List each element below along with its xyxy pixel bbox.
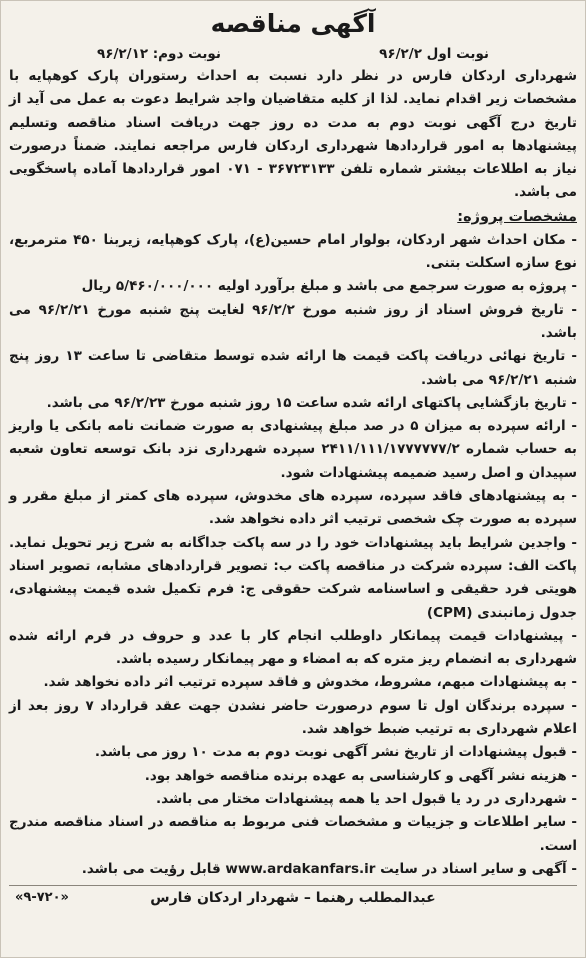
spec-item: - به پیشنهادهای فاقد سپرده، سپرده های مخدوش، سپرده های کمتر از مبلغ مقرر و سپرده به صورت چک شخصی ترتیب اثر داده نخواهد شد. [9,488,577,528]
specs-title: مشخصات پروژه: [457,208,577,225]
notice-code: «۹-۷۲۰» [15,890,69,906]
publication-rounds [9,43,577,65]
spec-item: - تاریخ فروش اسناد از روز شنبه مورخ ۹۶/۲/۲ لغایت پنج شنبه مورخ ۹۶/۲/۲۱ می باشد. [9,301,577,341]
spec-item: - ارائه سپرده به میزان ۵ در صد مبلغ پیشنهادی به صورت ضمانت نامه بانکی یا واریز به حساب شماره ۲۴۱۱/۱۱۱/۱۷۷۷۷۷۷/۲ سپرده شهرداری نزد بانک توسعه تعاون شعبه سپیدان و اصل رسید ضمیمه پیشنهادات شود. [9,418,577,481]
spec-item: - آگهی و سایر اسناد در سایت www.ardakanfars.ir قابل رؤیت می باشد. [81,860,577,877]
spec-item: - پیشنهادات قیمت پیمانکار داوطلب انجام کار با عدد و حروف در فرم ارائه شده شهرداری به انضمام ریز متره که به امضاء و مهر پیمانکار رسیده باشد. [9,627,577,668]
second-round: نوبت دوم: ۹۶/۲/۱۲ [97,46,221,62]
specs-list [9,229,577,881]
spec-item: - قبول پیشنهادات از تاریخ نشر آگهی نوبت دوم به مدت ۱۰ روز می باشد. [94,744,577,761]
spec-item: - مکان احداث شهر اردکان، بولوار امام حسین(ع)، پارک کوهپایه، زیربنا ۴۵۰ مترمربع، نوع سازه اسکلت بتنی. [9,231,577,272]
spec-item: - پروژه به صورت سرجمع می باشد و مبلغ برآورد اولیه ۵/۴۶۰/۰۰۰/۰۰۰ ریال [81,278,577,295]
spec-item: - سایر اطلاعات و جزییات و مشخصات فنی مربوط به مناقصه در اسناد مناقصه مندرج است. [9,814,577,854]
spec-item: - تاریخ نهائی دریافت پاکت قیمت ها ارائه شده توسط متقاضی تا ساعت ۱۳ روز پنج شنبه ۹۶/۲/۲۱ می باشد. [9,348,577,388]
spec-item: - به پیشنهادات مبهم، مشروط، مخدوش و فاقد سپرده ترتیب اثر داده نخواهد شد. [43,674,577,691]
first-round: نوبت اول ۹۶/۲/۲ [379,46,489,62]
spec-item: - واجدین شرایط باید پیشنهادات خود را در سه پاکت جداگانه به شرح زیر تحویل نماید. پاکت الف: سپرده شرکت در مناقصه پاکت ب: تصویر قراردادهای مشابه، تصویر اسناد هویتی فرد حقیقی و اساسنامه شرکت حقوقی ج: فرم تکمیل شده قیمت پیشنهادی، جدول زمانبندی (CPM) [9,534,577,621]
intro-paragraph: شهرداری اردکان فارس در نظر دارد نسبت به احداث رستوران پارک کوهپایه با مشخصات زیر اقدام نماید. لذا از کلیه متقاضیان واجد شرایط دعوت به عمل می آید از تاریخ درج آگهی نوبت دوم به مدت ده روز جهت دریافت اسناد مناقصه وتسلیم پیشنهادها به امور قراردادها شهرداری اردکان فارس مراجعه نمایند. ضمناً درصورت نیاز به اطلاعات بیشتر شماره تلفن ۳۶۷۲۳۱۳۳ - ۰۷۱ امور قراردادها آماده پاسخگویی می باشد. [9,68,577,201]
spec-item: - شهرداری در رد یا قبول احد یا همه پیشنهادات مختار می باشد. [156,790,577,807]
notice-title: آگهی مناقصه [210,9,376,38]
spec-item: - سپرده برندگان اول تا سوم درصورت حاضر نشدن جهت عقد قرارداد ۷ روز بعد از اعلام شهرداری به ترتیب ضبط خواهد شد. [9,697,578,738]
spec-item: - تاریخ بازگشایی پاکتهای ارائه شده ساعت ۱۵ روز شنبه مورخ ۹۶/۲/۲۳ می باشد. [46,394,577,411]
signature-footer [9,885,577,910]
spec-item: - هزینه نشر آگهی و کارشناسی به عهده برنده مناقصه خواهد بود. [144,767,577,784]
signature: عبدالمطلب رهنما – شهردار اردکان فارس [150,890,436,907]
